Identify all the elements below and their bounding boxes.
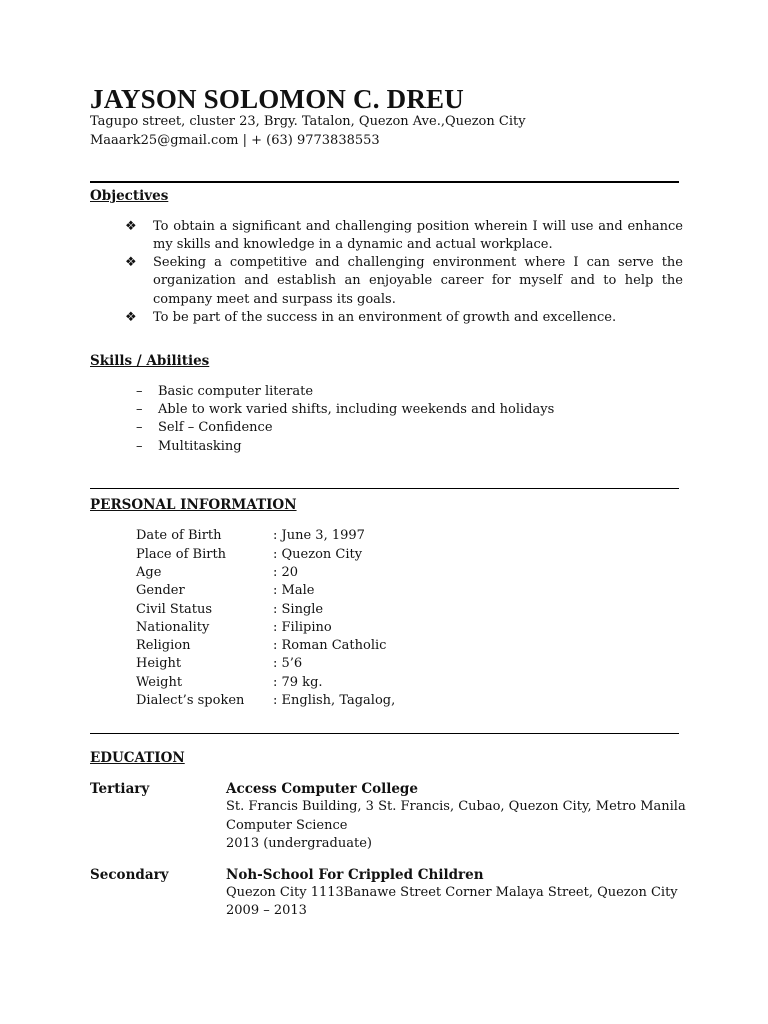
skill-item: Basic computer literate xyxy=(158,384,314,399)
personal-label: Height xyxy=(136,656,182,671)
personal-value: : 5’6 xyxy=(273,656,303,671)
personal-value: : Quezon City xyxy=(273,547,363,562)
dash-bullet-icon: – xyxy=(136,402,143,417)
personal-label: Weight xyxy=(136,675,183,690)
personal-value: : Filipino xyxy=(273,620,332,635)
diamond-bullet-icon: ❖ xyxy=(125,219,137,234)
secondary-year: 2009 – 2013 xyxy=(226,903,307,918)
skills-heading: Skills / Abilities xyxy=(90,353,210,369)
dash-bullet-icon: – xyxy=(136,420,143,435)
personal-label: Place of Birth xyxy=(136,547,227,562)
personal-value: : Male xyxy=(273,583,315,598)
secondary-label: Secondary xyxy=(90,867,169,883)
header-divider xyxy=(90,181,679,183)
tertiary-label: Tertiary xyxy=(90,781,150,797)
personal-value: : 20 xyxy=(273,565,299,580)
dash-bullet-icon: – xyxy=(136,439,143,454)
personal-value: : June 3, 1997 xyxy=(273,528,365,543)
skill-item: Multitasking xyxy=(158,439,242,454)
diamond-bullet-icon: ❖ xyxy=(125,310,137,325)
tertiary-year: 2013 (undergraduate) xyxy=(226,836,372,851)
objective-item: Seeking a competitive and challenging environment where I can serve the organization and establish an enjoyable career for myself and to help the company meet and surpass its goals. xyxy=(153,255,683,307)
secondary-school: Noh-School For Crippled Children xyxy=(226,867,484,883)
personal-value: : Roman Catholic xyxy=(273,638,387,653)
tertiary-course: Computer Science xyxy=(226,818,348,833)
tertiary-address: St. Francis Building, 3 St. Francis, Cubao, Quezon City, Metro Manila xyxy=(226,799,686,814)
resume-name: JAYSON SOLOMON C. DREU xyxy=(90,84,464,114)
tertiary-school: Access Computer College xyxy=(226,781,418,797)
personal-label: Gender xyxy=(136,583,185,598)
personal-label: Civil Status xyxy=(136,602,213,617)
section-divider xyxy=(90,733,679,734)
personal-value: : 79 kg. xyxy=(273,675,323,690)
personal-label: Age xyxy=(136,565,162,580)
personal-value: : English, Tagalog, xyxy=(273,693,396,708)
skill-item: Self – Confidence xyxy=(158,420,273,435)
secondary-address: Quezon City 1113Banawe Street Corner Malaya Street, Quezon City xyxy=(226,885,678,900)
personal-info-heading: PERSONAL INFORMATION xyxy=(90,497,297,513)
personal-label: Religion xyxy=(136,638,191,653)
dash-bullet-icon: – xyxy=(136,384,143,399)
objectives-heading: Objectives xyxy=(90,188,169,204)
objective-item: To be part of the success in an environment of growth and excellence. xyxy=(153,310,617,325)
personal-label: Dialect’s spoken xyxy=(136,693,245,708)
objective-item: To obtain a significant and challenging position wherein I will use and enhance my skills and knowledge in a dynamic and actual workplace. xyxy=(153,219,683,253)
diamond-bullet-icon: ❖ xyxy=(125,255,137,270)
skill-item: Able to work varied shifts, including weekends and holidays xyxy=(158,402,555,417)
section-divider xyxy=(90,488,679,489)
education-heading: EDUCATION xyxy=(90,750,185,766)
address-line: Tagupo street, cluster 23, Brgy. Tatalon, Quezon Ave.,Quezon City xyxy=(90,114,526,129)
personal-label: Date of Birth xyxy=(136,528,222,543)
personal-value: : Single xyxy=(273,602,324,617)
personal-label: Nationality xyxy=(136,620,210,635)
contact-line: Maaark25@gmail.com | + (63) 9773838553 xyxy=(90,133,380,148)
